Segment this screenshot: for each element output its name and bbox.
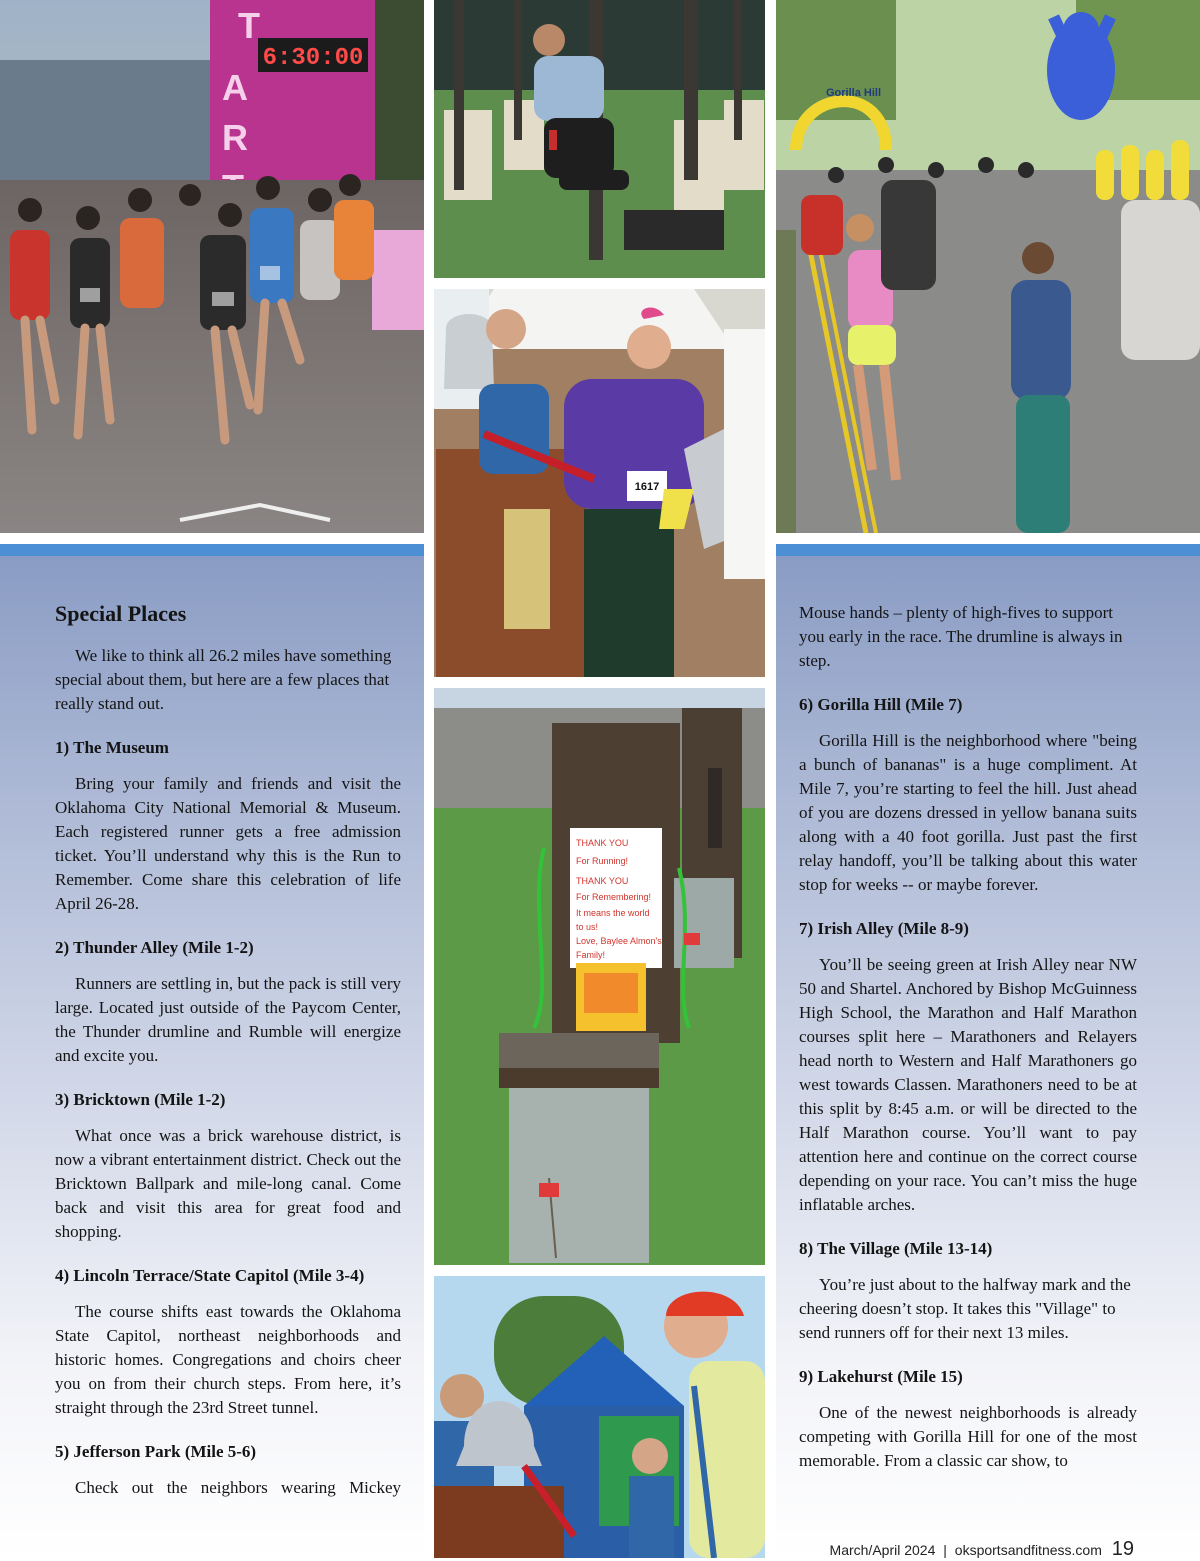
issue-date: March/April 2024: [829, 1542, 936, 1558]
page-number: 19: [1111, 1538, 1134, 1560]
continuation-paragraph: Mouse hands – plenty of high-fives to support you early in the race. The drumline is always in step.: [799, 603, 1123, 670]
sign-line-4: For Remembering!: [576, 892, 652, 902]
gorilla-hill-runners-photo: [776, 0, 1200, 533]
section-4-body: The course shifts east towards the Oklahoma State Capitol, northeast neighborhoods and historic homes. Congregations and choirs cheer you on from their church steps. From here, it’s straight through the 23rd Street tunnel.: [55, 1302, 401, 1417]
section-4-title: 4) Lincoln Terrace/State Capitol (Mile 3-4): [55, 1266, 365, 1285]
section-1-title: 1) The Museum: [55, 738, 169, 757]
section-7-title: 7) Irish Alley (Mile 8-9): [799, 919, 969, 938]
section-5-body: Check out the neighbors wearing Mickey: [75, 1478, 401, 1497]
section-3-title: 3) Bricktown (Mile 1-2): [55, 1090, 226, 1109]
sign-line-8: Family!: [576, 950, 605, 960]
memorial-chair-sign-photo: [434, 688, 765, 1265]
svg-text:T: T: [238, 5, 260, 46]
section-1-body: Bring your family and friends and visit the Oklahoma City National Memorial & Museum. Each registered runner gets a free admission ticket. You’ll understand why this is the Run to Remember. Come share this celebration of life April 26-28.: [55, 774, 401, 913]
section-3-body: What once was a brick warehouse district, is now a vibrant entertainment district. Check out the Bricktown Ballpark and mile-long canal. Come back and visit this area for great food and shopping.: [55, 1126, 401, 1241]
section-5-title: 5) Jefferson Park (Mile 5-6): [55, 1442, 257, 1461]
section-7-body: You’ll be seeing green at Irish Alley near NW 50 and Shartel. Anchored by Bishop McGuinness High School, the Marathon and Half Marathon courses split here – Marathoners and Relayers head north to Western and Half Marathoners go west towards Classen. Marathoners need to be at this split by 8:45 a.m. or will be directed to the Half Marathon course. You’ll want to pay attention here and continue on the correct course depending on your race. You can’t miss the huge inflatable arches.: [799, 955, 1137, 1214]
gorilla-hill-arch-text: Gorilla Hill: [826, 87, 882, 99]
right-text-column: [799, 601, 1137, 1493]
section-6-title: 6) Gorilla Hill (Mile 7): [799, 695, 963, 714]
runner-ringing-bell-photo: [434, 1276, 765, 1558]
section-2-title: 2) Thunder Alley (Mile 1-2): [55, 938, 254, 957]
start-line-photo: [0, 0, 424, 533]
right-blue-rule: [776, 544, 1200, 556]
intro-paragraph: We like to think all 26.2 miles have something special about them, but here are a few places that really stand out.: [55, 646, 392, 713]
section-6-body: Gorilla Hill is the neighborhood where "being a bunch of bananas" is a huge compliment. At Mile 7, you’re starting to feel the hill. Just ahead of you are dozens dressed in yellow banana suits along with a 40 foot gorilla. Just past the first relay handoff, you’ll be talking about this water stop for weeks -- or maybe forever.: [799, 731, 1137, 894]
footer-separator: |: [943, 1542, 947, 1558]
sign-line-6: to us!: [576, 922, 599, 932]
sign-line-2: For Running!: [576, 856, 629, 866]
sign-line-7: Love, Baylee Almon's: [576, 936, 662, 946]
sign-line-3: THANK YOU: [576, 876, 629, 886]
svg-text:A: A: [222, 67, 248, 108]
bib-number: 1617: [634, 481, 660, 493]
section-8-title: 8) The Village (Mile 13-14): [799, 1239, 993, 1258]
left-blue-rule: [0, 544, 424, 556]
website-link[interactable]: oksportsandfitness.com: [954, 1542, 1102, 1558]
memorial-kneeling-photo: [434, 0, 765, 278]
section-2-body: Runners are settling in, but the pack is still very large. Located just outside of the Paycom Center, the Thunder drumline and Rumble will energize and excite you.: [55, 974, 401, 1065]
sign-line-1: THANK YOU: [576, 838, 629, 848]
sign-line-5: It means the world: [576, 908, 650, 918]
start-clock: 6:30:00: [262, 45, 364, 72]
special-places-heading: Special Places: [55, 601, 187, 626]
left-text-column: [55, 600, 401, 1520]
bell-ringing-volunteer-photo: [434, 289, 765, 677]
section-9-title: 9) Lakehurst (Mile 15): [799, 1367, 963, 1386]
section-9-body: One of the newest neighborhoods is already competing with Gorilla Hill for one of the most memorable. From a classic car show, to: [799, 1403, 1137, 1470]
section-8-body: You’re just about to the halfway mark and the cheering doesn’t stop. It takes this "Village" to send runners off for their next 13 miles.: [799, 1275, 1131, 1342]
svg-text:R: R: [222, 117, 248, 158]
